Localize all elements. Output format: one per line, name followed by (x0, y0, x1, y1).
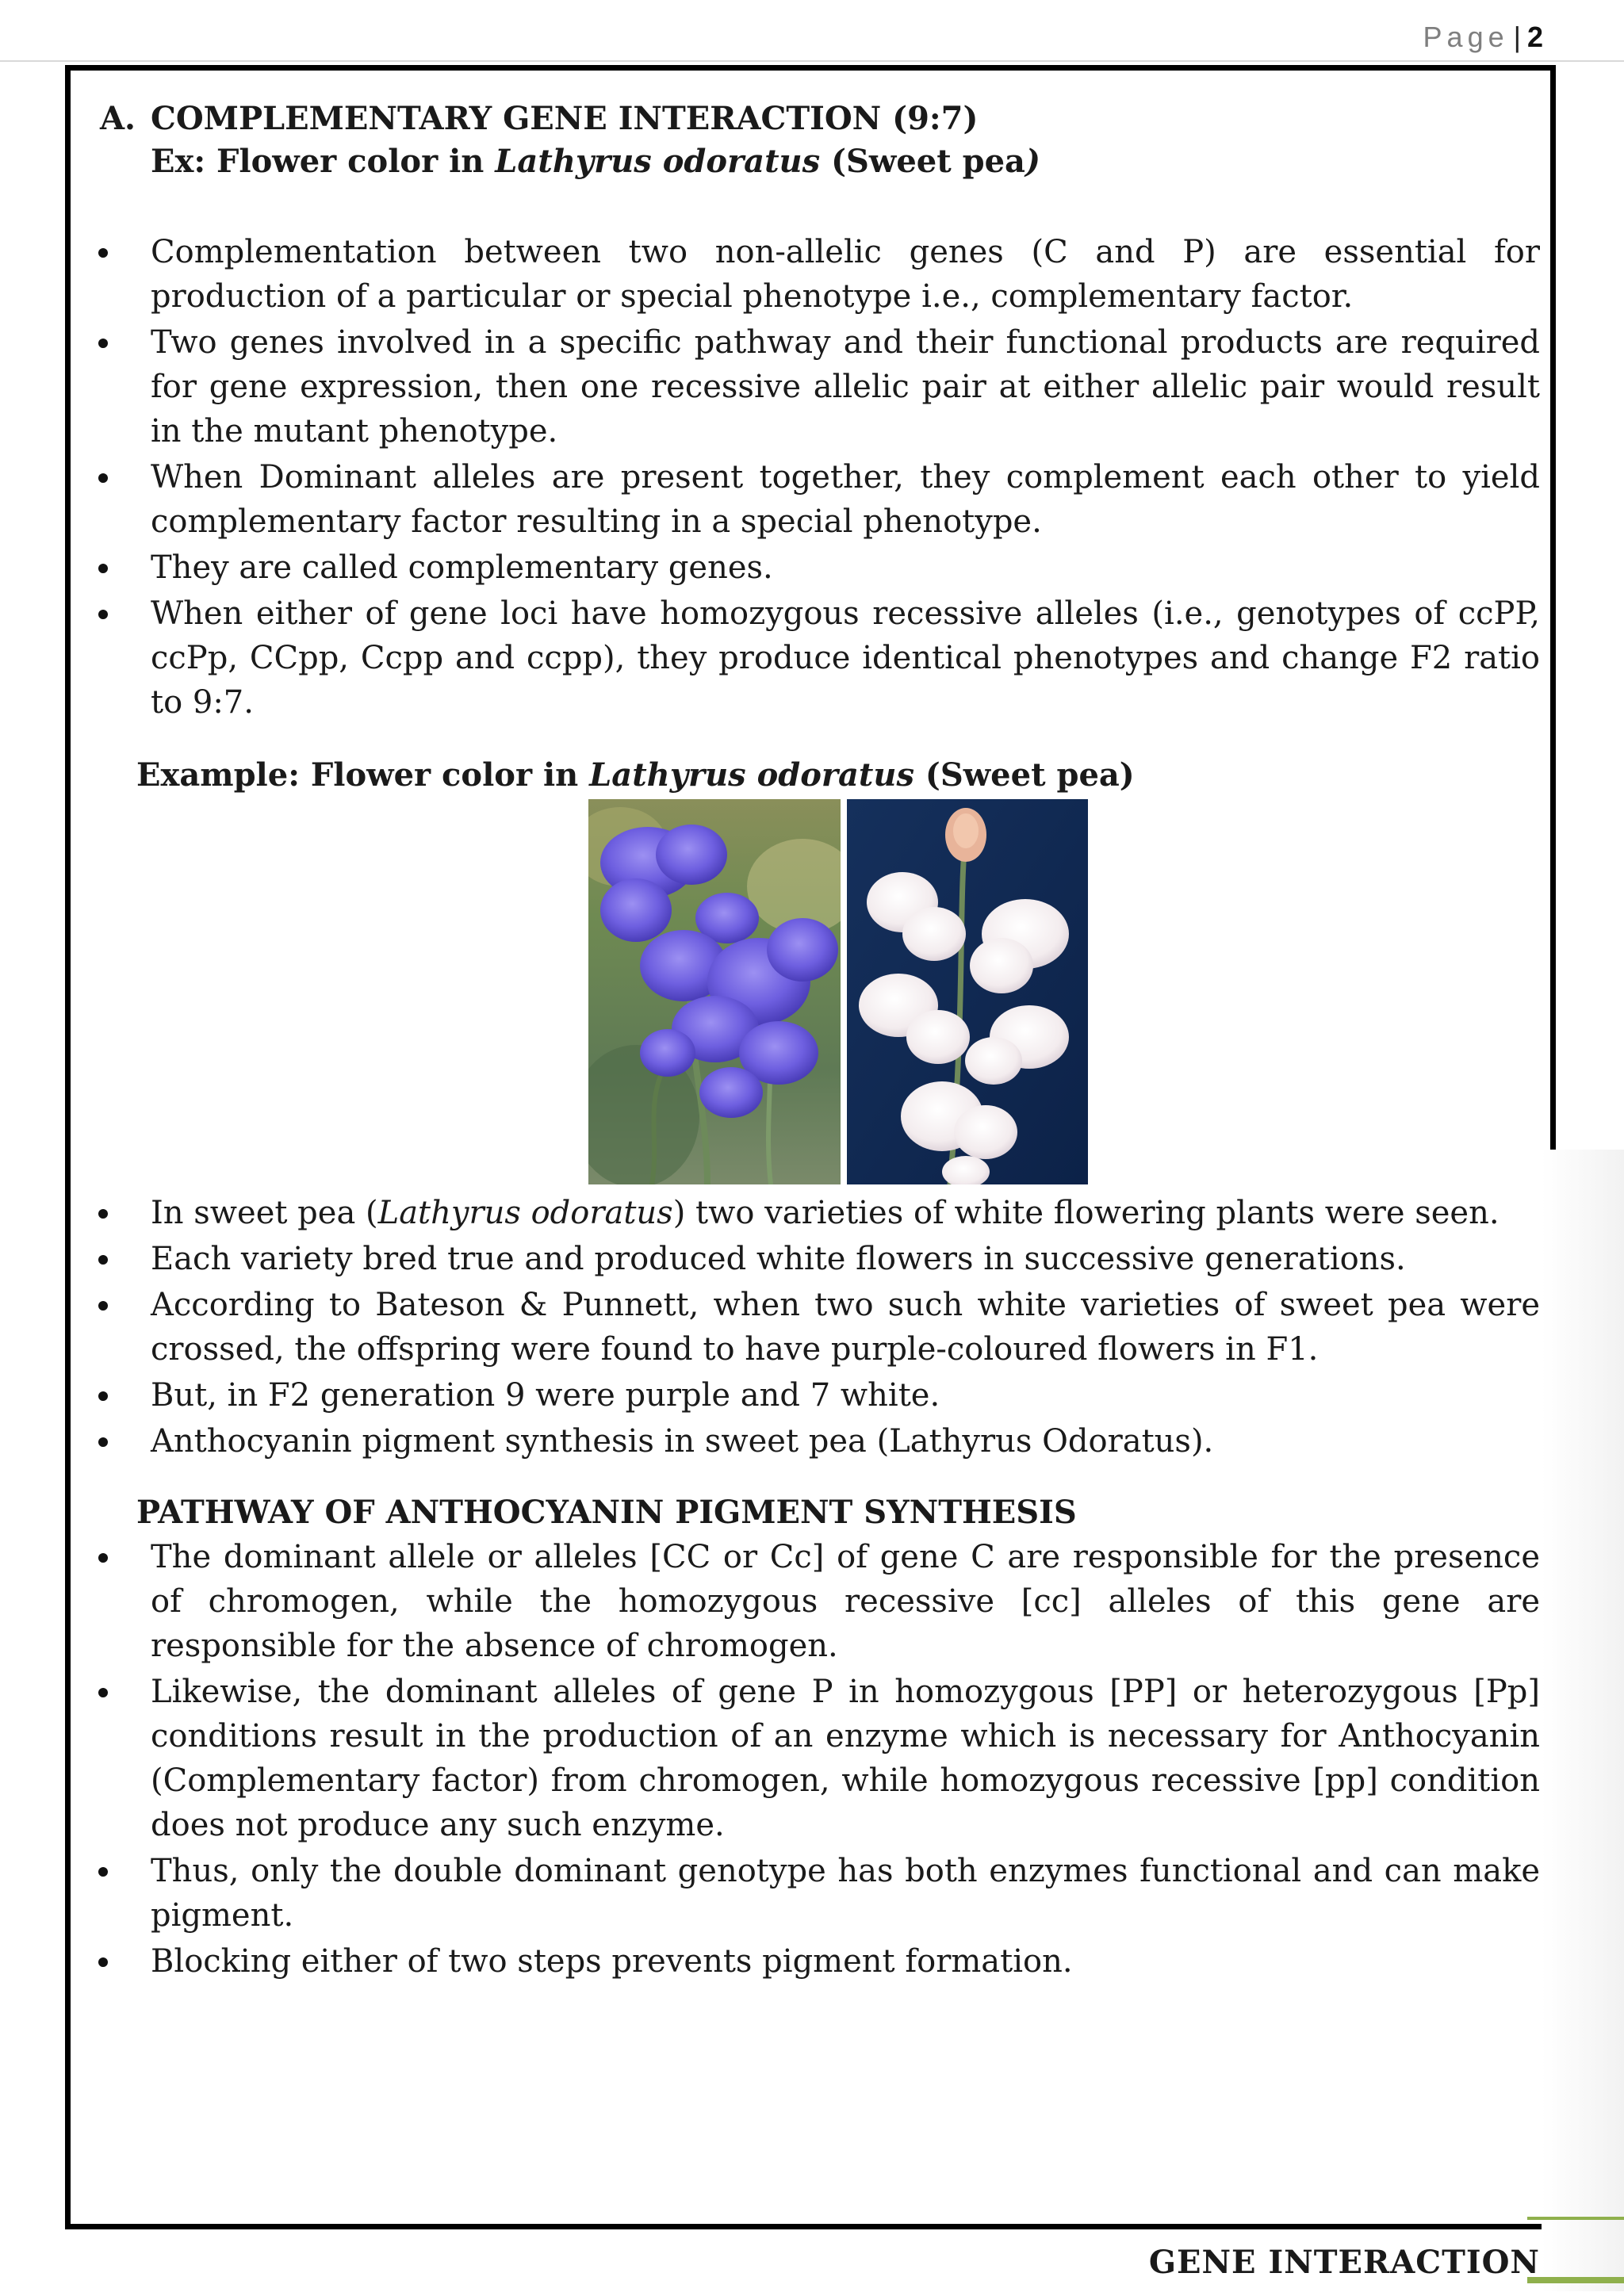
list-item-text: They are called complementary genes. (151, 549, 773, 586)
example-suffix: (Sweet pea) (914, 756, 1135, 794)
list-item (95, 230, 1540, 319)
pathway-heading: PATHWAY OF ANTHOCYANIN PIGMENT SYNTHESIS (136, 1494, 1077, 1531)
footer-title: GENE INTERACTION (1148, 2244, 1540, 2281)
bullet-icon (98, 1391, 108, 1401)
list-item (95, 1535, 1540, 1668)
purple-sweet-pea-photo (588, 799, 841, 1184)
list-item-text: Complementation between two non-allelic genes (C and P) are essential for production of a particular or special phenotype i.e., complementary factor. (151, 234, 1540, 315)
list-item-text: When either of gene loci have homozygous recessive alleles (i.e., genotypes of ccPP, ccPp, CCpp, Ccpp and ccpp), they produce identical phenotypes and change F2 ratio to 9:7. (151, 595, 1540, 721)
list-item-text: When Dominant alleles are present together, they complement each other to yield complementary factor resulting in a special phenotype. (151, 459, 1540, 540)
bullet-icon (98, 1209, 108, 1219)
bullet-icon (98, 339, 108, 348)
pathway-bullet-list (95, 1535, 1540, 1985)
bullet-icon (98, 1867, 108, 1877)
list-item (95, 1939, 1540, 1984)
list-item (95, 320, 1540, 453)
page-separator: | (1513, 21, 1521, 53)
subtitle-species: Lathyrus odoratus (495, 143, 821, 180)
page-number-label (1423, 21, 1543, 54)
footer-accent-line-top (1527, 2217, 1624, 2220)
list-item (95, 1670, 1540, 1847)
list-item (95, 1849, 1540, 1938)
list-item-text: Each variety bred true and produced white flowers in successive generations. (151, 1241, 1406, 1277)
footer-accent-line-bottom (1527, 2277, 1624, 2283)
bullet-icon (98, 1437, 108, 1447)
bullet-icon (98, 610, 108, 619)
list-item (95, 455, 1540, 544)
bullet-icon (98, 564, 108, 573)
white-sweet-pea-photo (847, 799, 1088, 1184)
list-item (95, 591, 1540, 725)
section-title-text: COMPLEMENTARY GENE INTERACTION (9:7) (151, 100, 979, 137)
section-title (100, 97, 1527, 141)
page-header (0, 0, 1624, 62)
bullet-icon (98, 1301, 108, 1311)
page-number: 2 (1526, 21, 1543, 53)
section-letter: A. (100, 100, 136, 137)
subtitle-prefix: Ex: Flower color in (151, 143, 496, 180)
list-item-text: In sweet pea ( (151, 1195, 378, 1231)
sweet-pea-photos (588, 799, 1088, 1184)
list-item-species: Lathyrus odoratus (377, 1195, 673, 1231)
list-item (95, 1419, 1540, 1464)
bullet-icon (98, 1553, 108, 1563)
list-item (95, 1283, 1540, 1372)
list-item-text: Blocking either of two steps prevents pigment formation. (151, 1943, 1073, 1980)
observation-bullet-list (95, 1191, 1540, 1465)
list-item-text: Likewise, the dominant alleles of gene P in homozygous [PP] or heterozygous [Pp] conditions result in the production of an enzyme which is necessary for Anthocyanin (Complementary factor) from chromogen, while homozygous recessive [pp] condition does not produce any such enzyme. (151, 1674, 1540, 1843)
list-item-text: ) two varieties of white flowering plants were seen. (672, 1195, 1500, 1231)
example-prefix: Example: Flower color in (136, 756, 590, 794)
subtitle-suffix: (Sweet pea (820, 143, 1025, 180)
example-heading (136, 753, 1484, 798)
bullet-icon (98, 248, 108, 258)
list-item-text: But, in F2 generation 9 were purple and 7 white. (151, 1377, 940, 1414)
page-word: Page (1423, 21, 1509, 53)
subtitle-close: ) (1025, 143, 1040, 180)
list-item (95, 1373, 1540, 1418)
bullet-icon (98, 1688, 108, 1697)
list-item-text: The dominant allele or alleles [CC or Cc] of gene C are responsible for the presence of chromogen, while the homozygous recessive [cc] alleles of this gene are responsible for the absence of chromogen. (151, 1539, 1540, 1664)
list-item (95, 1191, 1540, 1235)
bullet-icon (98, 473, 108, 483)
footer-side-shade (1542, 1150, 1624, 2291)
bullet-icon (98, 1957, 108, 1967)
intro-bullet-list (95, 230, 1540, 726)
list-item (95, 545, 1540, 590)
list-item-text: Two genes involved in a specific pathway and their functional products are required for gene expression, then one recessive allelic pair at either allelic pair would result in the mutant phenotype. (151, 324, 1540, 450)
section-subtitle (151, 140, 1499, 184)
list-item-text: According to Bateson & Punnett, when two such white varieties of sweet pea were crossed, the offspring were found to have purple-coloured flowers in F1. (151, 1287, 1540, 1368)
list-item (95, 1237, 1540, 1281)
bullet-icon (98, 1255, 108, 1265)
example-species: Lathyrus odoratus (589, 756, 914, 794)
list-item-text: Thus, only the double dominant genotype has both enzymes functional and can make pigment. (151, 1853, 1540, 1934)
list-item-text: Anthocyanin pigment synthesis in sweet pea (Lathyrus Odoratus). (151, 1423, 1214, 1460)
